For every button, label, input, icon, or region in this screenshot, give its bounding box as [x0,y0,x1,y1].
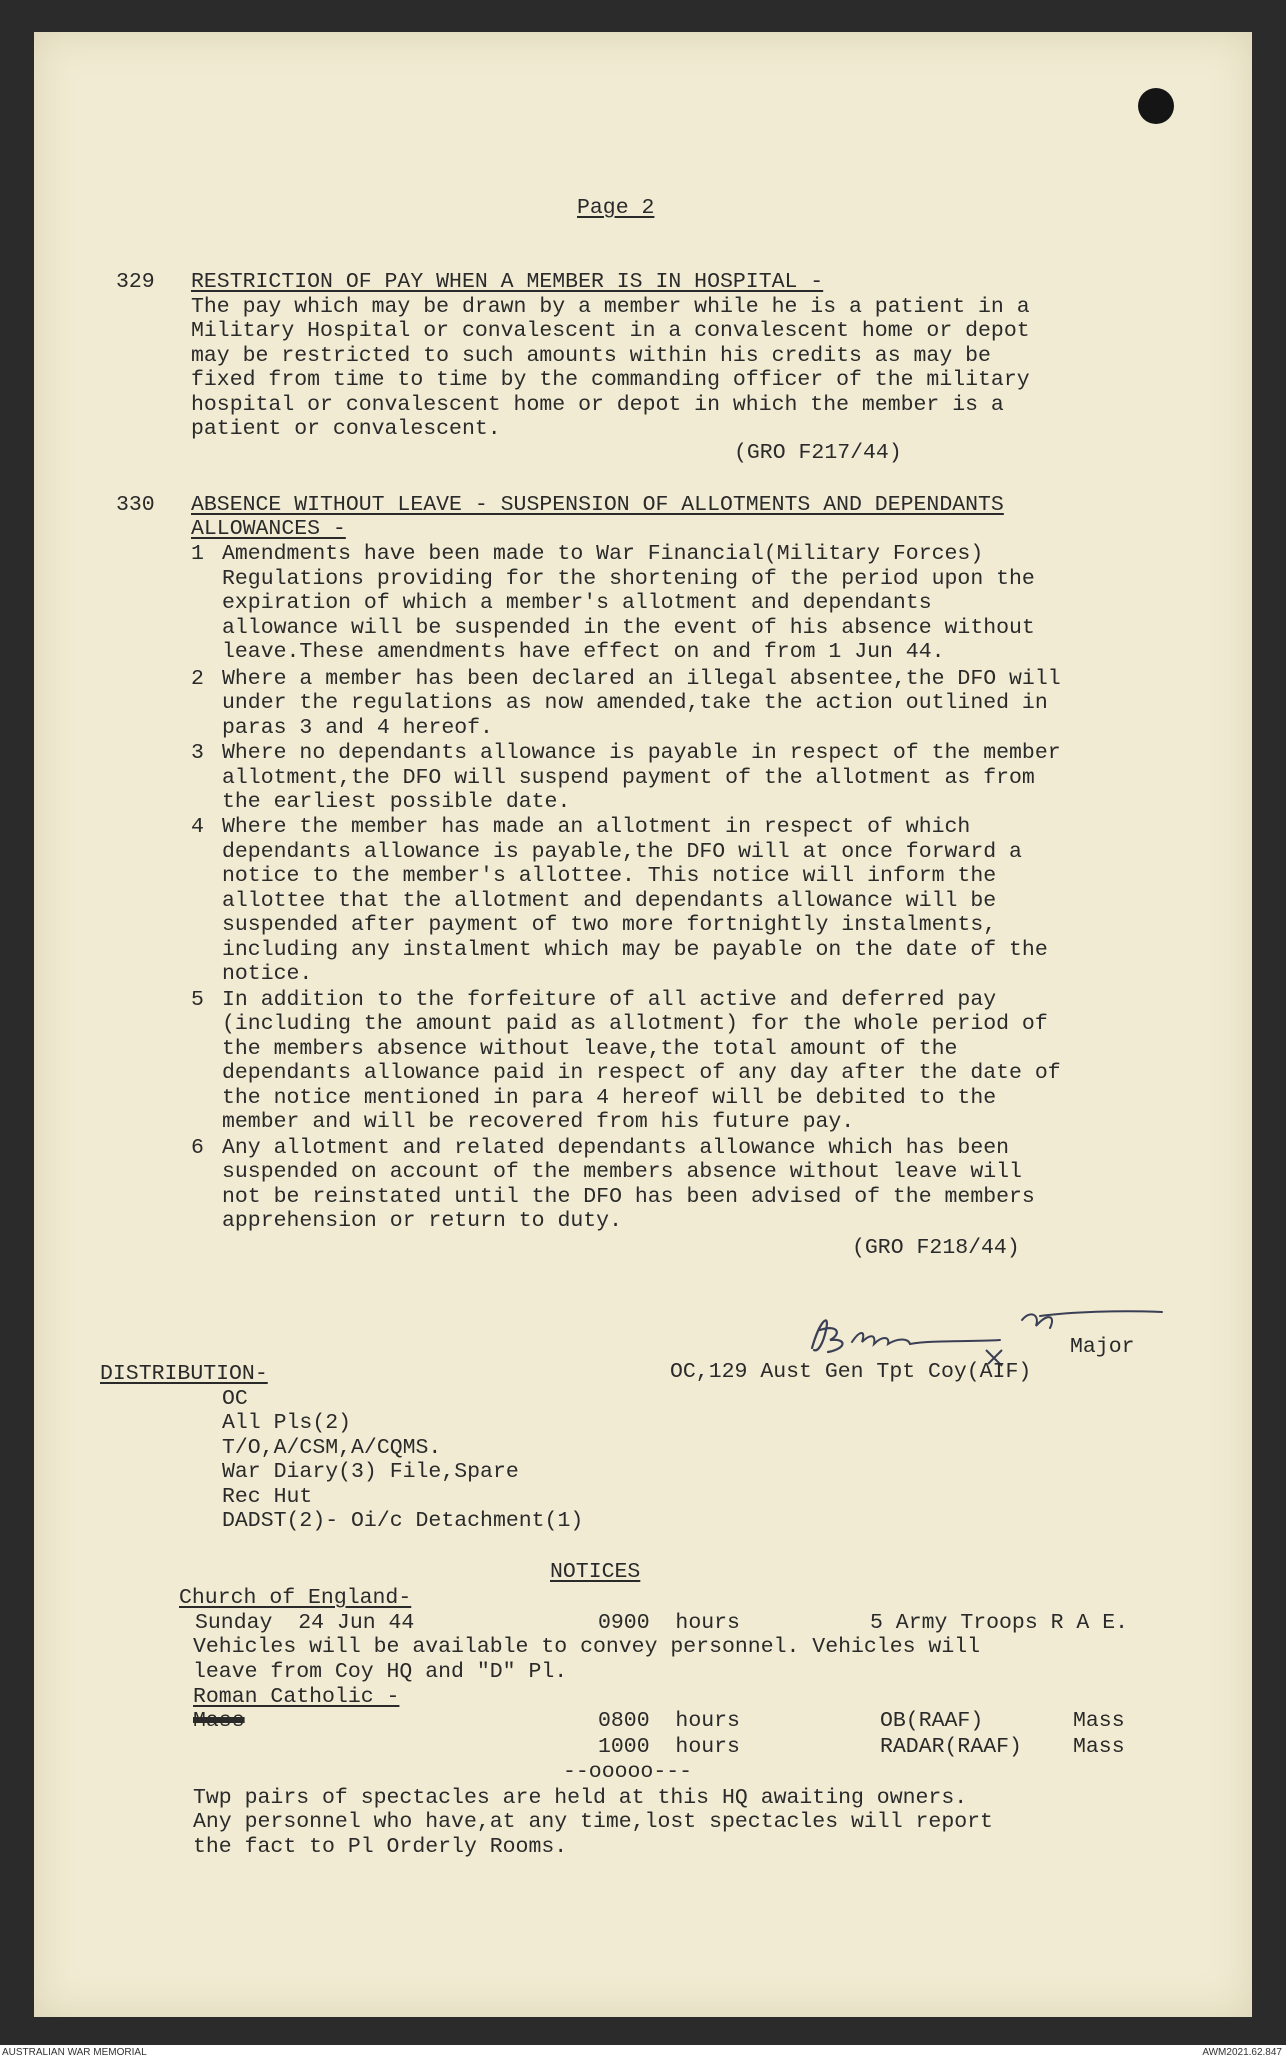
distribution-line: DADST(2)- Oi/c Detachment(1) [222,1509,584,1533]
para-line: paras 3 and 4 hereof. [222,716,493,740]
para-line: not be reinstated until the DFO has been advised of the members [222,1185,1035,1209]
para-line: Amendments have been made to War Financial(Military Forces) [222,542,984,566]
item-heading-continued: ALLOWANCES - [191,517,346,541]
distribution-line: Rec Hut [222,1485,313,1509]
para-line: dependants allowance paid in respect of any day after the date of [222,1061,1061,1085]
para-line: dependants allowance is payable,the DFO will at once forward a [222,840,1022,864]
para-line: (including the amount paid as allotment) for the whole period of [222,1012,1048,1036]
para-line: allotment,the DFO will suspend payment of the allotment as from [222,766,1035,790]
distribution-heading: DISTRIBUTION- [100,1362,268,1386]
para-line: Regulations providing for the shortening of the period upon the [222,567,1035,591]
item-heading: RESTRICTION OF PAY WHEN A MEMBER IS IN HOSPITAL - [191,270,824,294]
rc-service: Mass [1073,1709,1125,1733]
spectacles-line: the fact to Pl Orderly Rooms. [193,1835,568,1859]
page-header: Page 2 [577,196,655,220]
para-line: allowance will be suspended in the event of his absence without [222,616,1035,640]
para-line: the earliest possible date. [222,790,571,814]
item-number: 330 [116,493,155,517]
church-of-england-heading: Church of England- [179,1586,412,1610]
item-line: fixed from time to time by the commanding officer of the military [191,368,1030,392]
item-line: The pay which may be drawn by a member while he is a patient in a [191,295,1030,319]
coe-time: 0900 hours [598,1611,740,1635]
coe-place: 5 Army Troops R A E. [870,1611,1129,1635]
para-line: including any instalment which may be payable on the date of the [222,938,1048,962]
para-line: Where a member has been declared an illegal absentee,the DFO will [222,667,1061,691]
rc-place: RADAR(RAAF) [880,1735,1022,1759]
distribution-line: T/O,A/CSM,A/CQMS. [222,1436,442,1460]
struck-out-word: Mass [193,1709,245,1733]
para-number: 1 [191,542,204,566]
rc-time: 1000 hours [598,1735,740,1759]
footer-source: AUSTRALIAN WAR MEMORIAL [2,2047,147,2058]
para-line: expiration of which a member's allotment and dependants [222,591,932,615]
item-line: patient or convalescent. [191,417,501,441]
coe-note: Vehicles will be available to convey personnel. Vehicles will [193,1635,981,1659]
coe-day: Sunday 24 Jun 44 [195,1611,415,1635]
item-reference: (GRO F218/44) [852,1236,1020,1260]
para-line: Where the member has made an allotment in respect of which [222,815,971,839]
para-number: 3 [191,741,204,765]
notices-heading: NOTICES [550,1560,641,1584]
para-line: member and will be recovered from his future pay. [222,1110,855,1134]
spectacles-line: Twp pairs of spectacles are held at this HQ awaiting owners. [193,1786,968,1810]
item-reference: (GRO F217/44) [734,441,902,465]
rc-time: 0800 hours [598,1709,740,1733]
punch-hole [1138,88,1174,124]
para-line: allottee that the allotment and dependants allowance will be [222,889,997,913]
para-line: suspended after payment of two more fortnightly instalments, [222,913,997,937]
para-line: apprehension or return to duty. [222,1209,622,1233]
para-number: 4 [191,815,204,839]
para-line: the notice mentioned in para 4 hereof will be debited to the [222,1086,997,1110]
para-line: notice to the member's allottee. This notice will inform the [222,864,997,888]
signature-unit: OC,129 Aust Gen Tpt Coy(AIF) [670,1360,1032,1384]
rc-service: Mass [1073,1735,1125,1759]
separator: --ooooo--- [563,1760,693,1784]
item-line: hospital or convalescent home or depot in which the member is a [191,393,1004,417]
item-line: Military Hospital or convalescent in a convalescent home or depot [191,319,1030,343]
para-line: leave.These amendments have effect on and from 1 Jun 44. [222,640,945,664]
para-number: 6 [191,1136,204,1160]
para-number: 5 [191,988,204,1012]
para-line: Any allotment and related dependants allowance which has been [222,1136,1010,1160]
spectacles-line: Any personnel who have,at any time,lost spectacles will report [193,1810,993,1834]
para-number: 2 [191,667,204,691]
para-line: In addition to the forfeiture of all active and deferred pay [222,988,997,1012]
rc-place: OB(RAAF) [880,1709,984,1733]
para-line: notice. [222,962,313,986]
signature-rank: Major [1070,1335,1135,1359]
distribution-line: OC [222,1387,248,1411]
roman-catholic-heading: Roman Catholic - [193,1685,400,1709]
para-line: under the regulations as now amended,take the action outlined in [222,691,1048,715]
item-line: may be restricted to such amounts within his credits as may be [191,344,991,368]
item-heading: ABSENCE WITHOUT LEAVE - SUSPENSION OF ALLOTMENTS AND DEPENDANTS [191,493,1004,517]
coe-note: leave from Coy HQ and "D" Pl. [193,1660,568,1684]
footer-accession: AWM2021.62.847 [1202,2047,1282,2058]
distribution-line: War Diary(3) File,Spare [222,1460,519,1484]
para-line: suspended on account of the members absence without leave will [222,1160,1022,1184]
para-line: Where no dependants allowance is payable in respect of the member [222,741,1061,765]
item-number: 329 [116,270,155,294]
para-line: the members absence without leave,the total amount of the [222,1037,958,1061]
distribution-line: All Pls(2) [222,1411,352,1435]
archive-footer [0,2045,1286,2061]
